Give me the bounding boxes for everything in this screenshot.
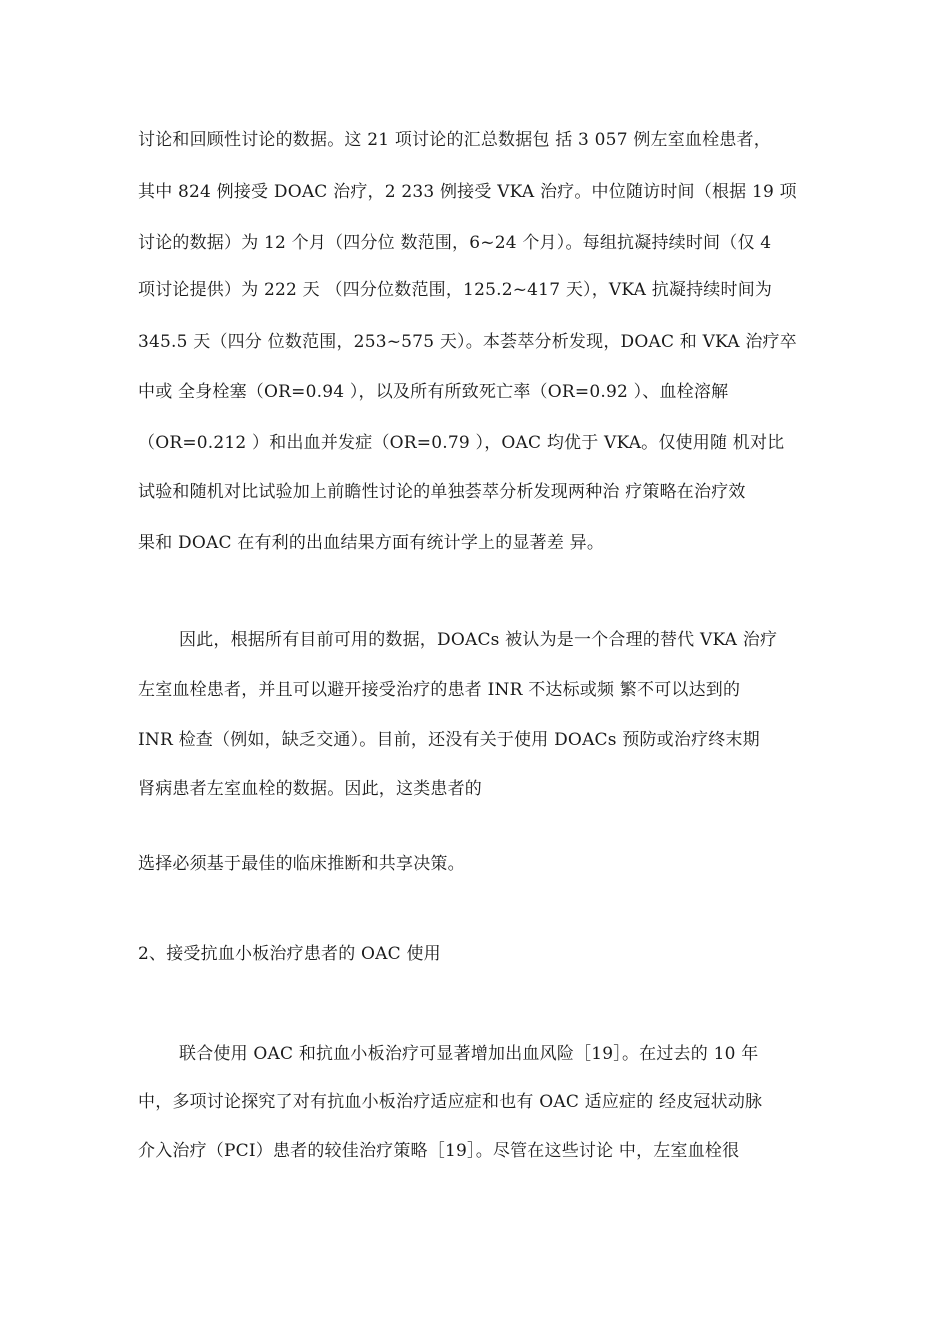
- paragraph-line: 肾病患者左室血栓的数据。因此，这类患者的: [138, 779, 482, 799]
- paragraph-line: （OR=0.212 ）和出血并发症（OR=0.79 ），OAC 均优于 VKA。仅使用随 机对比: [138, 433, 785, 453]
- paragraph-line: 项讨论提供）为 222 天 （四分位数范围，125.2~417 天），VKA 抗凝持续时间为: [138, 280, 773, 300]
- paragraph-line: 讨论和回顾性讨论的数据。这 21 项讨论的汇总数据包 括 3 057 例左室血栓患者，: [138, 130, 771, 150]
- paragraph-line: 中或 全身栓塞（OR=0.94 ），以及所有所致死亡率（OR=0.92 ）、血栓溶解: [138, 382, 729, 402]
- section-heading: 2、接受抗血小板治疗患者的 OAC 使用: [138, 944, 441, 964]
- paragraph-line: 中，多项讨论探究了对有抗血小板治疗适应症和也有 OAC 适应症的 经皮冠状动脉: [138, 1092, 763, 1112]
- paragraph-line: 果和 DOAC 在有利的出血结果方面有统计学上的显著差 异。: [138, 533, 605, 553]
- paragraph-line: INR 检查（例如，缺乏交通）。目前，还没有关于使用 DOACs 预防或治疗终末期: [138, 730, 760, 750]
- paragraph-line: 讨论的数据）为 12 个月（四分位 数范围，6~24 个月）。每组抗凝持续时间（仅 4: [138, 233, 772, 253]
- paragraph-line: 其中 824 例接受 DOAC 治疗，2 233 例接受 VKA 治疗。中位随访时间（根据 19 项: [138, 182, 797, 202]
- paragraph-line: 选择必须基于最佳的临床推断和共享决策。: [138, 854, 465, 874]
- paragraph-line: 左室血栓患者，并且可以避开接受治疗的患者 INR 不达标或频 繁不可以达到的: [138, 680, 741, 700]
- paragraph-line: 介入治疗（PCI）患者的较佳治疗策略［19］。尽管在这些讨论 中，左室血栓很: [138, 1141, 740, 1161]
- paragraph-line: 因此，根据所有目前可用的数据，DOACs 被认为是一个合理的替代 VKA 治疗: [179, 630, 778, 650]
- paragraph-line: 联合使用 OAC 和抗血小板治疗可显著增加出血风险［19］。在过去的 10 年: [179, 1044, 759, 1064]
- paragraph-line: 345.5 天（四分 位数范围，253~575 天）。本荟萃分析发现，DOAC 和 VKA 治疗卒: [138, 332, 797, 352]
- paragraph-line: 试验和随机对比试验加上前瞻性讨论的单独荟萃分析发现两种治 疗策略在治疗效: [138, 482, 746, 502]
